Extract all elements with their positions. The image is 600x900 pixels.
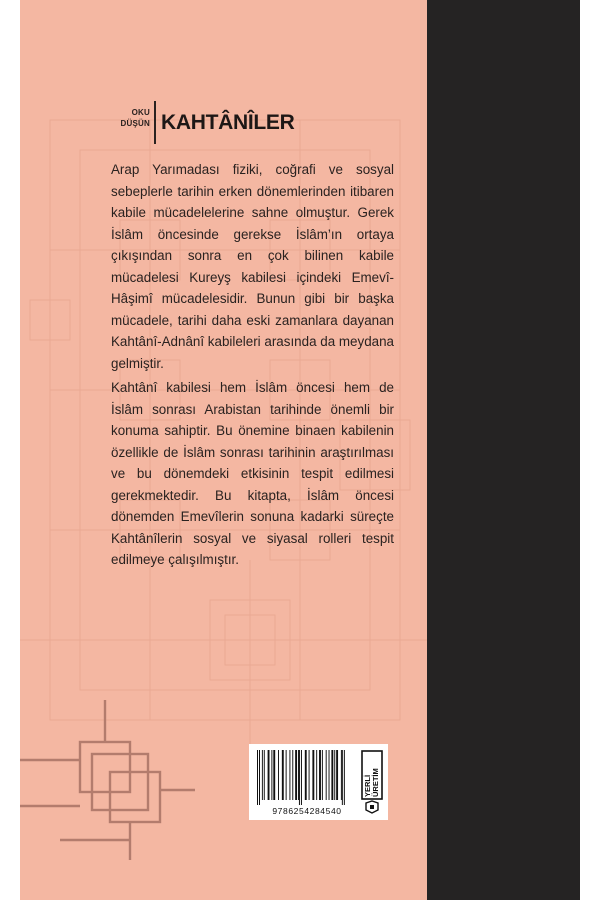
blurb-paragraph-1: Arap Yarımadası fiziki, coğrafi ve sosyal sebeplerle tarihin erken dönemlerinden itibaren kabile mücadelelerine sahne olmuştur. Gerek İslâm öncesinde gerekse İslâm’ın ortaya çıkışından sonra en çok bilinen kabile mücadelesi Kureyş kabilesi içindeki Emevî-Hâşimî mücadelesidir. Bunun gibi bir başka mücadele, tarihi daha eski zamanlara dayanan Kahtânî-Adnânî kabileleri arasında da meydana gelmiştir. [111, 162, 394, 371]
series-label [118, 107, 150, 129]
series-label-line2: DÜŞÜN [120, 119, 150, 128]
barcode-panel [249, 744, 388, 820]
barcode [255, 750, 359, 805]
isbn-number: 9786254284540 [272, 806, 342, 816]
logo-text-line2: ÜRETİM [371, 768, 380, 797]
logo-text-line1: YERLİ [363, 774, 372, 797]
blurb-paragraph-2: Kahtânî kabilesi hem İslâm öncesi hem de İslâm sonrası Arabistan tarihinde önemli bir konuma sahiptir. Bu önemine binaen kabilenin özellikle de İslâm sonrası tarihinin araştırılması ve bu dönemdeki etkisinin tespit edilmesi gerekmektedir. Bu kitapta, İslâm öncesi dönemden Emevîlerin sonuna kadarki süreçte Kahtânîlerin sosyal ve siyasal rolleri tespit edilmeye çalışılmıştır. [111, 380, 394, 567]
back-cover [20, 0, 427, 900]
yerli-uretim-logo [361, 750, 383, 814]
title-divider [154, 101, 156, 144]
book-title: KAHTÂNÎLER [161, 111, 295, 134]
book-spine [427, 0, 580, 900]
series-label-line1: OKU [131, 108, 150, 117]
